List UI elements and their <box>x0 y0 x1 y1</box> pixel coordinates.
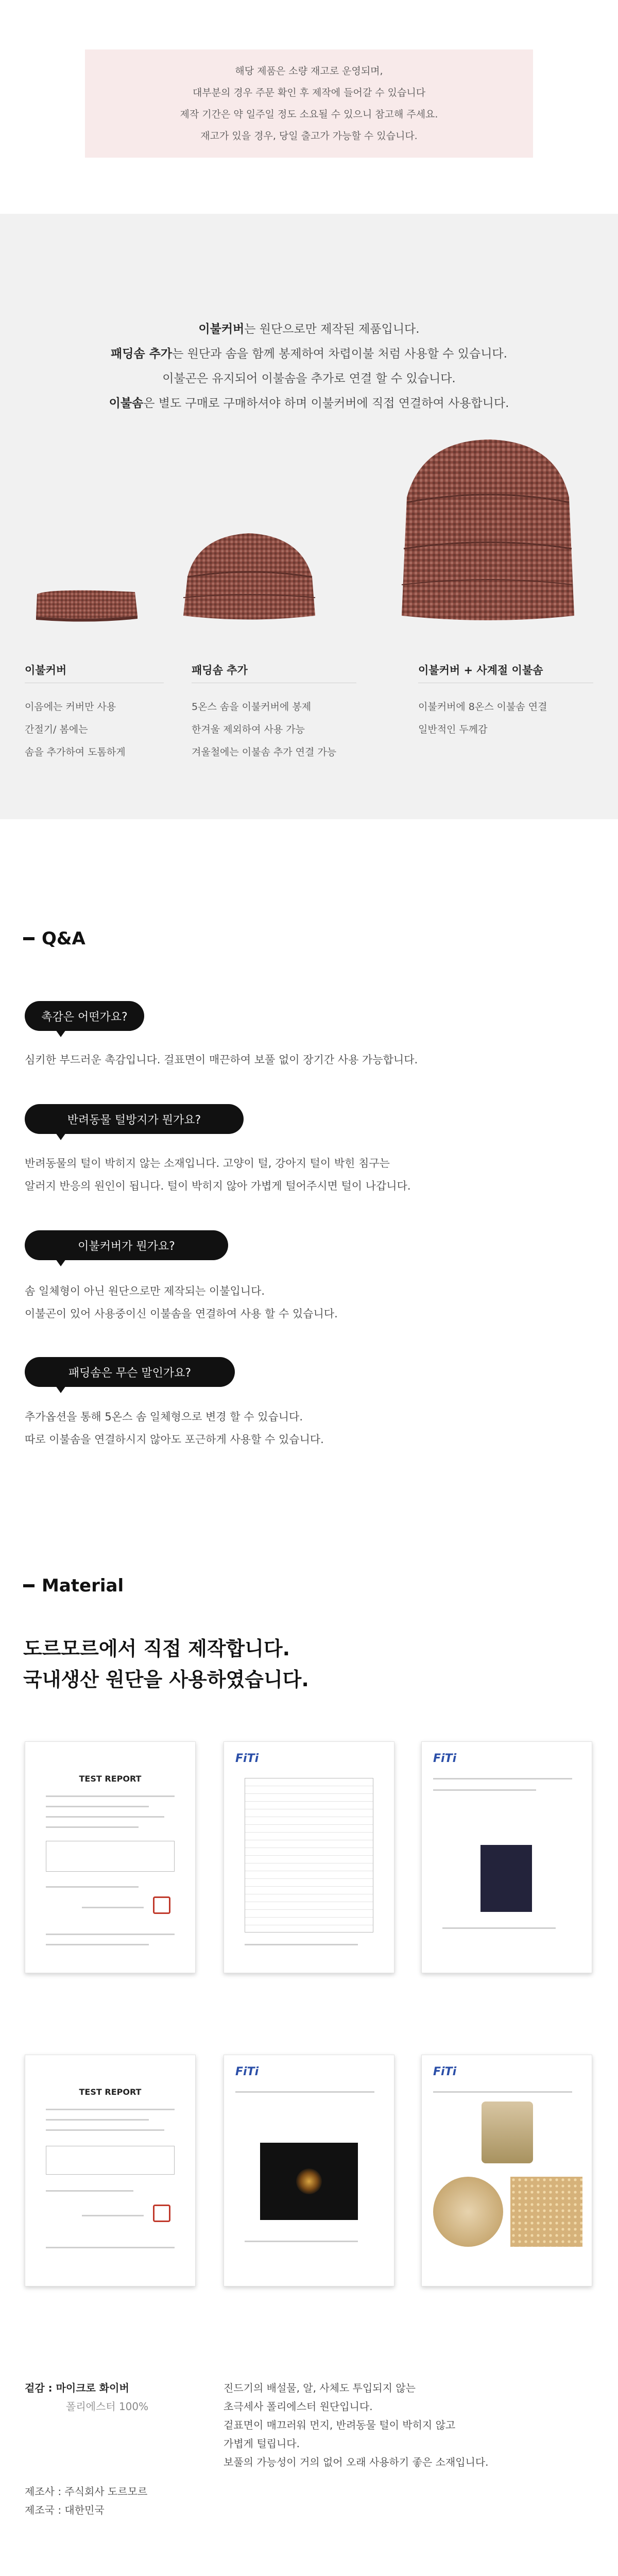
column-desc-padding <box>192 696 336 764</box>
seal-stamp <box>153 2205 170 2222</box>
doc-text-line <box>46 1816 164 1818</box>
doc-text-line <box>46 2190 133 2192</box>
qna-answer-3 <box>25 1280 338 1325</box>
notice-box <box>85 49 533 158</box>
blanket-with-filling-image <box>391 430 585 623</box>
notice-line: 대부분의 경우 주문 확인 후 제작에 들어갈 수 있습니다 <box>192 87 426 98</box>
fabric-desc-line: 겉표면이 매끄러워 먼지, 반려동물 털이 박히지 않고 <box>224 2419 456 2431</box>
qna-answer-line: 심키한 부드러운 촉감입니다. 걸표면이 매끈하여 보풀 없이 장기간 사용 가능합니다. <box>25 1054 418 1066</box>
intro-text <box>0 317 618 416</box>
doc-text-line <box>46 2129 164 2131</box>
column-desc-line: 간절기/ 봄에는 <box>25 724 88 735</box>
column-title-cover-filling: 이불커버 + 사계절 이불솜 <box>418 664 543 676</box>
fabric-desc-line: 초극세사 폴리에스터 원단입니다. <box>224 2400 373 2413</box>
qna-answer-1 <box>25 1048 418 1071</box>
intro-text-span: 는 원단으로만 제작된 제품입니다. <box>244 323 420 336</box>
test-report-document <box>421 2055 592 2286</box>
column-desc-line: 한겨울 제외하여 사용 가능 <box>192 724 305 735</box>
qna-answer-line: 이불곤이 있어 사용중이신 이불솜을 연결하여 사용 할 수 있습니다. <box>25 1308 338 1320</box>
intro-line-2 <box>0 342 618 366</box>
qna-answer-2 <box>25 1152 411 1197</box>
column-desc-cover-filling <box>418 696 547 741</box>
qna-answer-line: 추가옵션을 통해 5온스 솜 일체형으로 변경 할 수 있습니다. <box>25 1411 303 1423</box>
doc-table <box>245 1778 373 1933</box>
qna-heading <box>23 928 85 949</box>
test-report-document <box>25 2055 196 2286</box>
qna-answer-line: 반려동물의 털이 박히지 않는 소재입니다. 고양이 털, 강아지 털이 박힌 침구는 <box>25 1157 390 1170</box>
column-desc-line: 일반적인 두께감 <box>418 724 488 735</box>
doc-text-line <box>46 1886 139 1888</box>
test-report-document <box>25 1741 196 1973</box>
test-jar-image <box>482 2102 533 2163</box>
blanket-cover-image <box>32 579 140 622</box>
doc-text-line <box>82 2215 144 2216</box>
fabric-weave-image <box>510 2177 582 2247</box>
fabric-label: 겉감 : 마이크로 화이버 <box>25 2382 129 2394</box>
intro-bold: 이불솜 <box>109 397 144 410</box>
fabric-composition: 폴리에스터 100% <box>66 2400 149 2413</box>
fiti-logo: FiTi <box>235 1752 259 1765</box>
fabric-sample-image <box>480 1845 532 1912</box>
intro-text-span: 은 별도 구매로 구매하셔야 하며 이불커버에 직접 연결하여 사용합니다. <box>143 397 509 410</box>
qna-answer-line: 따로 이불솜을 연결하시지 않아도 포근하게 사용할 수 있습니다. <box>25 1433 324 1446</box>
doc-text-line <box>442 1927 556 1929</box>
doc-text-line <box>46 2119 149 2121</box>
doc-text-line <box>245 1944 358 1945</box>
fabric-desc-line: 진드기의 배설물, 알, 사체도 투입되지 않는 <box>224 2382 416 2394</box>
fiti-logo: FiTi <box>433 2065 457 2078</box>
column-desc-line: 5온스 솜을 이불커버에 봉제 <box>192 701 312 713</box>
seal-stamp <box>153 1896 170 1914</box>
fiti-logo: FiTi <box>433 1752 457 1765</box>
qna-heading-text: Q&A <box>42 928 85 949</box>
doc-heading: TEST REPORT <box>79 2087 142 2097</box>
intro-bold: 이불커버 <box>198 323 245 336</box>
qna-question-1: 촉감은 어떤가요? <box>25 1001 144 1031</box>
doc-text-line <box>46 1944 149 1945</box>
qna-answer-line: 알러지 반응의 원인이 됩니다. 털이 박히지 않아 가볍게 털어주시면 털이 나갑니다. <box>25 1180 411 1192</box>
column-desc-line: 이음에는 커버만 사용 <box>25 701 116 713</box>
column-title-padding: 패딩솜 추가 <box>192 664 248 676</box>
doc-text-line <box>46 2109 175 2110</box>
intro-line-4 <box>0 391 618 416</box>
material-title-line: 국내생산 원단을 사용하였습니다. <box>23 1668 309 1691</box>
fabric-spec <box>25 2379 148 2416</box>
qna-question-2: 반려동물 털방지가 뭔가요? <box>25 1104 244 1134</box>
test-report-document <box>224 2055 394 2286</box>
doc-text-line <box>46 1826 139 1828</box>
fabric-desc-line: 보풀의 가능성이 거의 없어 오래 사용하기 좋은 소재입니다. <box>224 2456 489 2468</box>
material-heading-text: Material <box>42 1575 124 1596</box>
fabric-description <box>224 2379 489 2471</box>
qna-answer-line: 솜 일체형이 아닌 원단으로만 제작되는 이불입니다. <box>25 1285 265 1297</box>
column-title-cover: 이불커버 <box>25 664 67 676</box>
padded-blanket-image <box>177 515 321 623</box>
doc-table <box>46 2146 175 2175</box>
qna-question-4: 패딩솜은 무슨 말인가요? <box>25 1357 235 1387</box>
doc-text-line <box>433 1778 572 1780</box>
product-intro-section <box>0 214 618 819</box>
fiti-logo: FiTi <box>235 2065 259 2078</box>
intro-text-span: 는 원단과 솜을 함께 봉제하여 차렵이불 처럼 사용할 수 있습니다. <box>172 347 507 361</box>
column-desc-line: 솜을 추가하여 도톰하게 <box>25 747 126 758</box>
doc-text-line <box>82 1907 144 1908</box>
manufacturer: 제조사 : 주식회사 도르모르 <box>25 2485 148 2498</box>
doc-text-line <box>46 1795 175 1797</box>
qna-answer-4 <box>25 1405 324 1451</box>
country-of-origin: 제조국 : 대한민국 <box>25 2504 105 2516</box>
doc-heading: TEST REPORT <box>79 1774 142 1784</box>
doc-text-line <box>245 2241 358 2242</box>
test-report-document <box>224 1741 394 1973</box>
doc-text-line <box>46 1806 149 1807</box>
doc-text-line <box>235 2091 374 2093</box>
heading-bar <box>23 937 35 940</box>
doc-table <box>46 1841 175 1872</box>
material-heading <box>23 1575 124 1596</box>
column-desc-line: 겨울철에는 이불솜 추가 연결 가능 <box>192 747 337 758</box>
intro-line-3: 이불곤은 유지되어 이불솜을 추가로 연결 할 수 있습니다. <box>162 372 456 385</box>
material-title <box>23 1633 309 1695</box>
column-desc-line: 이불커버에 8온스 이불솜 연결 <box>418 701 547 713</box>
heading-bar <box>23 1584 35 1587</box>
doc-text-line <box>433 2091 572 2093</box>
notice-line: 해당 제품은 소량 재고로 운영되며, <box>235 65 383 77</box>
doc-text-line <box>46 1934 175 1935</box>
material-title-line: 도르모르에서 직접 제작합니다. <box>23 1637 290 1660</box>
notice-section <box>0 0 618 206</box>
column-desc-cover <box>25 696 126 764</box>
fabric-desc-line: 가볍게 털립니다. <box>224 2437 300 2450</box>
test-report-document <box>421 1741 592 1973</box>
sample-glow <box>296 2168 322 2194</box>
doc-text-line <box>433 1789 536 1791</box>
manufacturer-info <box>25 2482 147 2519</box>
notice-line: 재고가 있을 경우, 당일 출고가 가능할 수 있습니다. <box>200 130 418 142</box>
intro-bold: 패딩솜 추가 <box>111 347 173 361</box>
notice-line: 제작 기간은 약 일주일 정도 소요될 수 있으니 참고해 주세요. <box>180 109 438 120</box>
qna-question-3: 이불커버가 뭔가요? <box>25 1230 228 1260</box>
doc-text-line <box>46 2247 175 2248</box>
petri-dish-image <box>433 2177 503 2247</box>
intro-line-1 <box>0 317 618 342</box>
